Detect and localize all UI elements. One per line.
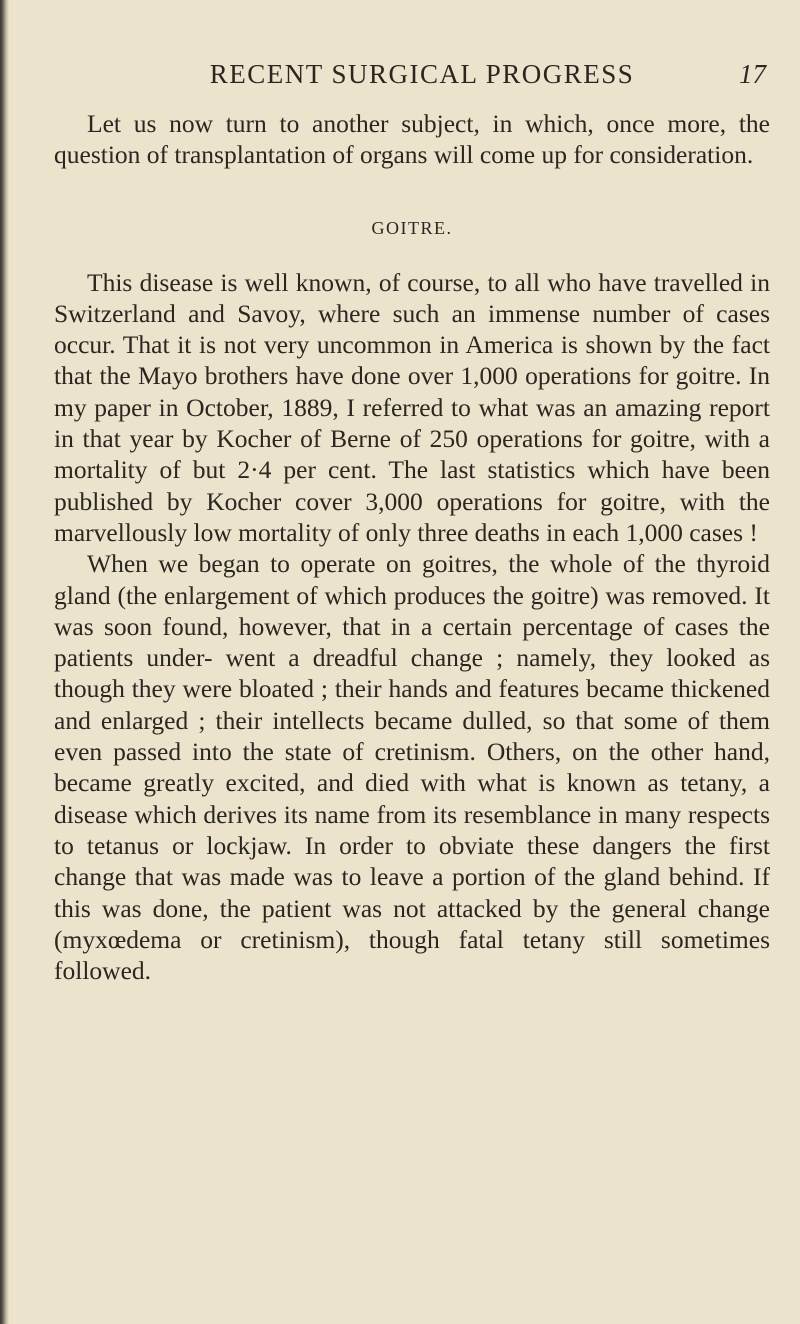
intro-paragraph: Let us now turn to another subject, in which, once more, the question of transplantation of organs will come up for consideration. xyxy=(54,109,770,170)
page-number: 17 xyxy=(739,59,766,89)
page-body xyxy=(54,108,770,986)
page-binding-edge xyxy=(0,0,9,1324)
running-title: RECENT SURGICAL PROGRESS xyxy=(209,59,635,89)
book-page xyxy=(54,52,770,986)
running-header xyxy=(54,52,770,96)
paragraph: When we began to operate on goitres, the whole of the thyroid gland (the enlargement of which produces the goitre) was removed. It was soon found, however, that in a certain percentage of cases the patients under- went a dreadful change ; namely, they looked as though they were bloated ; their hands and features became thickened and enlarged ; their intellects became dulled, so that some of them even passed into the state of cretinism. Others, on the other hand, became greatly excited, and died with what is known as tetany, a disease which derives its name from its resemblance in many respects to tetanus or lockjaw. In order to obviate these dangers the first change that was made was to leave a portion of the gland behind. If this was done, the patient was not attacked by the general change (myxœdema or cretinism), though fatal tetany still sometimes followed. xyxy=(54,549,770,986)
paragraph: This disease is well known, of course, to all who have travelled in Switzerland and Savoy, where such an immense number of cases occur. That it is not very uncommon in America is shown by the fact that the Mayo brothers have done over 1,000 operations for goitre. In my paper in October, 1889, I referred to what was an amazing report in that year by Kocher of Berne of 250 operations for goitre, with a mortality of but 2·4 per cent. The last statistics which have been published by Kocher cover 3,000 operations for goitre, with the marvellously low mortality of only three deaths in each 1,000 cases ! xyxy=(54,267,770,547)
section-heading: GOITRE. xyxy=(371,217,453,238)
